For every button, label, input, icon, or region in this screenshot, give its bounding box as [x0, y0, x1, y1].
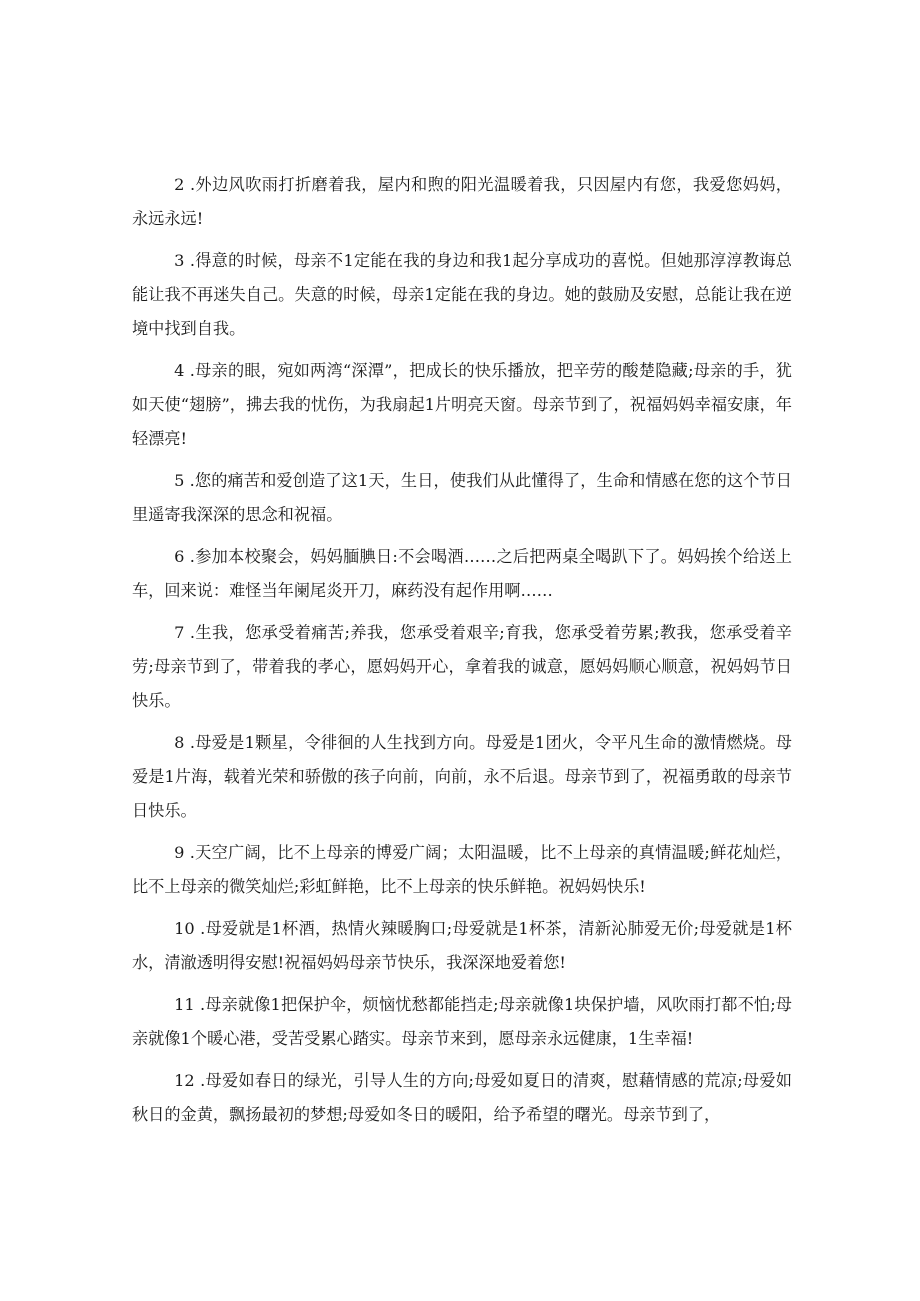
paragraph-9: 9 .天空广阔，比不上母亲的博爱广阔；太阳温暖，比不上母亲的真情温暖;鲜花灿烂，比不上母亲的微笑灿烂;彩虹鲜艳，比不上母亲的快乐鲜艳。祝妈妈快乐! — [132, 843, 792, 896]
paragraph-10: 10 .母爱就是1杯酒，热情火辣暖胸口;母爱就是1杯茶，清新沁肺爱无价;母爱就是1杯水，清澈透明得安慰!祝福妈妈母亲节快乐，我深深地爱着您! — [132, 919, 792, 972]
paragraph-6: 6 .参加本校聚会，妈妈腼腆日:不会喝酒……之后把两桌全喝趴下了。妈妈挨个给送上车，回来说：难怪当年阑尾炎开刀，麻药没有起作用啊…… — [132, 547, 792, 600]
paragraph-8: 8 .母爱是1颗星，令徘徊的人生找到方向。母爱是1团火，令平凡生命的激情燃烧。母爱是1片海，载着光荣和骄傲的孩子向前，向前，永不后退。母亲节到了，祝福勇敢的母亲节日快乐。 — [132, 733, 792, 820]
paragraph-11: 11 .母亲就像1把保护伞，烦恼忧愁都能挡走;母亲就像1块保护墙，风吹雨打都不怕;母亲就像1个暖心港，受苦受累心踏实。母亲节来到，愿母亲永远健康，1生幸福! — [132, 995, 792, 1048]
paragraph-2: 2 .外边风吹雨打折磨着我，屋内和煦的阳光温暖着我，只因屋内有您，我爱您妈妈，永远永远! — [132, 175, 792, 228]
paragraph-5: 5 .您的痛苦和爱创造了这1天，生日，使我们从此懂得了，生命和情感在您的这个节日里遥寄我深深的思念和祝福。 — [132, 471, 792, 524]
paragraph-7: 7 .生我，您承受着痛苦;养我，您承受着艰辛;育我，您承受着劳累;教我，您承受着辛劳;母亲节到了，带着我的孝心，愿妈妈开心，拿着我的诚意，愿妈妈顺心顺意，祝妈妈节日快乐。 — [132, 623, 792, 710]
paragraph-12: 12 .母爱如春日的绿光，引导人生的方向;母爱如夏日的清爽，慰藉情感的荒凉;母爱如秋日的金黄，飘扬最初的梦想;母爱如冬日的暖阳，给予希望的曙光。母亲节到了， — [132, 1071, 792, 1124]
document-body — [132, 168, 792, 1140]
paragraph-4: 4 .母亲的眼，宛如两湾“深潭”，把成长的快乐播放，把辛劳的酸楚隐藏;母亲的手，犹如天使“翅膀”，拂去我的忧伤，为我扇起1片明亮天窗。母亲节到了，祝福妈妈幸福安康，年轻漂亮! — [132, 361, 792, 448]
paragraph-3: 3 .得意的时候，母亲不1定能在我的身边和我1起分享成功的喜悦。但她那淳淳教诲总能让我不再迷失自己。失意的时候，母亲1定能在我的身边。她的鼓励及安慰，总能让我在逆境中找到自我。 — [132, 251, 792, 338]
